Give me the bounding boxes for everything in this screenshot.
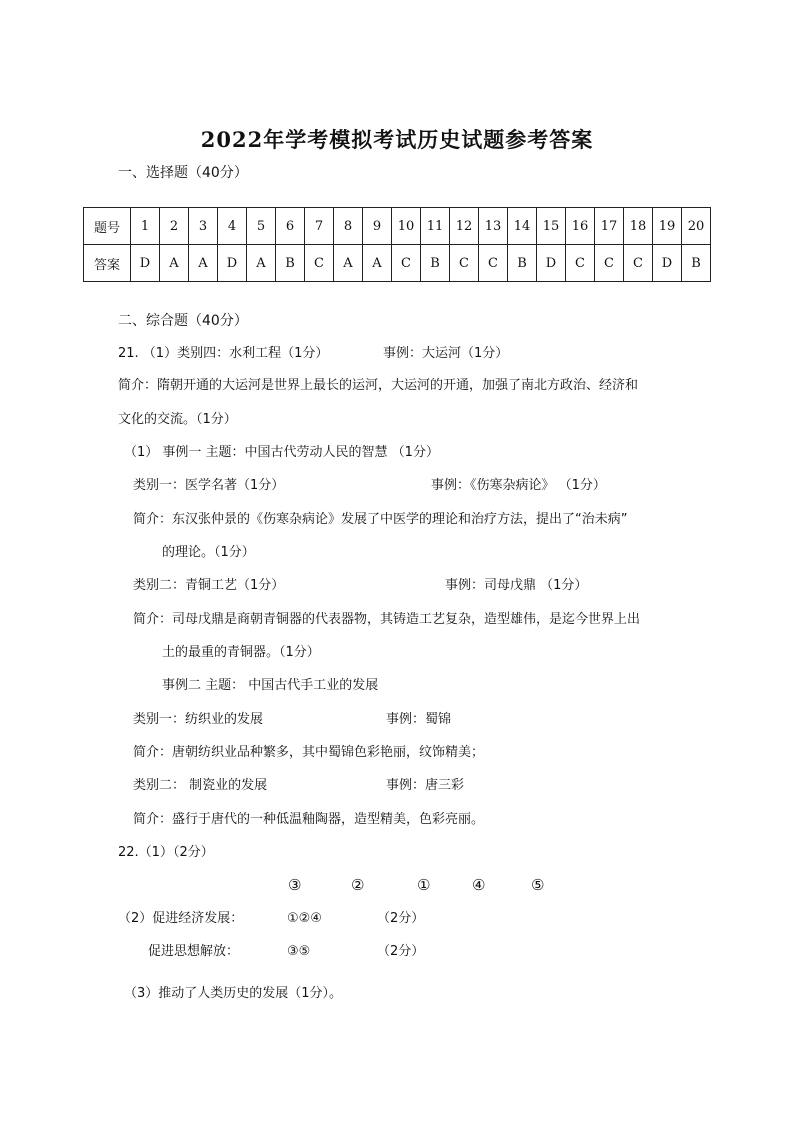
q21-category2-intro: 简介：司母戊鼎是商朝青铜器的代表器物，其铸造工艺复杂，造型雄伟，是迄今世界上出 [133,612,641,627]
answer-cell: B [421,245,450,282]
question-number-cell: 8 [334,208,363,245]
answer-cell: D [218,245,247,282]
q21-ex2-category1-intro: 简介：唐朝纺织业品种繁多，其中蜀锦色彩艳丽，纹饰精美； [133,745,485,760]
q22-order-item: ② [351,876,365,894]
q21-ex2-category2-example: 事例：唐三彩 [386,778,465,793]
answer-cell: C [479,245,508,282]
answer-table [83,207,711,282]
q21-category1-intro-cont: 的理论。（1分） [162,545,255,560]
q22-part2-thought-score: （2分） [377,944,425,959]
q22-order-item: ④ [472,876,486,894]
q21-ex2-category1: 类别一：纺织业的发展 [133,712,264,727]
q21-part1-intro-cont: 文化的交流。（1分） [118,412,237,427]
q21-category1-intro: 简介：东汉张仲景的《伤寒杂病论》发展了中医学的理论和治疗方法，提出了“治未病” [133,512,628,527]
q22-part2-economy-answer: ①②④ [287,911,322,926]
question-number-cell: 1 [131,208,160,245]
answer-cell: D [653,245,682,282]
question-number-cell: 9 [363,208,392,245]
question-number-cell: 6 [276,208,305,245]
answer-cell: D [131,245,160,282]
q22-part2-economy-label: （2）促进经济发展： [118,911,244,926]
q22-order-item: ⑤ [531,876,545,894]
q21-part1-example: 事例：大运河（1分） [383,346,509,361]
table-answer-label: 答案 [84,245,131,282]
answer-cell: D [537,245,566,282]
answer-cell: A [363,245,392,282]
table-row-answers [84,245,711,282]
q21-category2-example: 事例：司母戊鼎 （1分） [445,578,588,593]
question-number-cell: 4 [218,208,247,245]
q22-part2-thought-label: 促进思想解放： [148,944,240,959]
question-number-cell: 18 [624,208,653,245]
q21-category2-intro-cont: 土的最重的青铜器。（1分） [162,645,320,660]
question-number-cell: 10 [392,208,421,245]
section-choice-heading: 一、选择题（40分） [118,165,248,181]
question-number-cell: 11 [421,208,450,245]
question-number-cell: 12 [450,208,479,245]
answer-cell: C [624,245,653,282]
question-number-cell: 13 [479,208,508,245]
answer-cell: C [305,245,334,282]
answer-cell: C [595,245,624,282]
q22-part2-thought-answer: ③⑤ [287,944,311,959]
table-header-label: 题号 [84,208,131,245]
answer-cell: B [682,245,711,282]
q22-part3: （3）推动了人类历史的发展（1分）。 [124,986,343,1001]
answer-cell: B [508,245,537,282]
page-title: 2022年学考模拟考试历史试题参考答案 [200,127,594,152]
question-number-cell: 3 [189,208,218,245]
q21-ex2-category2-intro: 简介：盛行于唐代的一种低温釉陶器，造型精美，色彩亮丽。 [133,812,485,827]
question-number-cell: 7 [305,208,334,245]
table-row-numbers [84,208,711,245]
q21-part1-intro: 简介：隋朝开通的大运河是世界上最长的运河，大运河的开通，加强了南北方政治、经济和 [118,378,639,393]
q22-order-item: ① [417,876,431,894]
answer-cell: A [334,245,363,282]
question-number-cell: 16 [566,208,595,245]
q21-ex2-category2: 类别二： 制瓷业的发展 [133,778,268,793]
answer-cell: A [160,245,189,282]
question-number-cell: 17 [595,208,624,245]
question-number-cell: 15 [537,208,566,245]
section-comprehensive-heading: 二、综合题（40分） [118,313,248,329]
question-number-cell: 20 [682,208,711,245]
question-number-cell: 14 [508,208,537,245]
answer-cell: C [450,245,479,282]
q21-category1-example: 事例：《伤寒杂病论》 （1分） [431,478,606,493]
q22-part2-economy-score: （2分） [377,911,425,926]
question-number-cell: 2 [160,208,189,245]
answer-cell: B [276,245,305,282]
answer-cell: A [189,245,218,282]
question-number-cell: 19 [653,208,682,245]
q21-example1-theme: （1） 事例一 主题：中国古代劳动人民的智慧 （1分） [124,445,439,460]
q22-order-item: ③ [288,876,302,894]
answer-cell: C [392,245,421,282]
q21-category2: 类别二：青铜工艺（1分） [133,578,285,593]
q21-category1: 类别一：医学名著（1分） [133,478,285,493]
answer-cell: A [247,245,276,282]
q21-example2-theme: 事例二 主题： 中国古代手工业的发展 [162,678,379,693]
q21-ex2-category1-example: 事例：蜀锦 [386,712,452,727]
question-number-cell: 5 [247,208,276,245]
q21-part1-category: 21. （1）类别四：水利工程（1分） [118,346,329,361]
q22-part1: 22.（1）（2分） [118,845,214,860]
answer-cell: C [566,245,595,282]
